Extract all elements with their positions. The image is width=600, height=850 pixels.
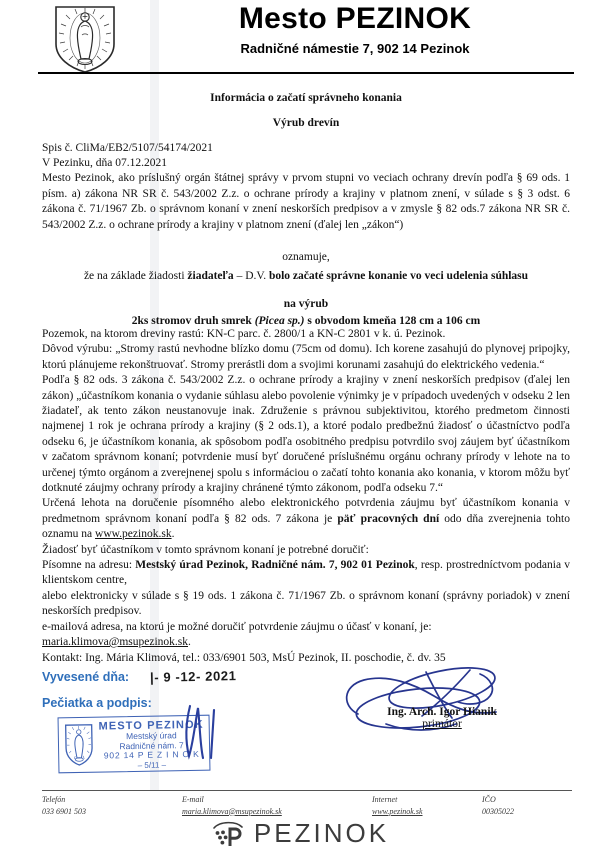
footer-value-internet[interactable]: www.pezinok.sk: [372, 806, 423, 816]
announce-verb: oznamuje,: [282, 250, 330, 263]
mayor-name: Ing. Arch. Igor Hianik: [387, 705, 497, 718]
announce-statement: [42, 270, 570, 282]
stamp-coat-of-arms-icon: [64, 723, 95, 768]
posted-on-label: Vyvesené dňa:: [42, 669, 130, 684]
pezinok-coat-of-arms-icon: [52, 4, 118, 74]
stamp-and-signature-label: Pečiatka a podpis:: [42, 695, 152, 710]
request-heading: Žiadosť byť účastníkom v tomto správnom konaní je potrebné doručiť:: [42, 543, 369, 556]
deadline-text-2: odo dňa zverejnenia tohto oznamu na: [42, 512, 570, 541]
header-divider: [38, 72, 574, 74]
contact-email-link[interactable]: maria.klimova@msupezinok.sk: [42, 636, 189, 649]
stamp-line-1: MESTO PEZINOK: [98, 718, 204, 733]
footer-value-telefon: 033 6901 503: [42, 806, 86, 816]
footer-column-telefon: [42, 794, 182, 817]
deadline-paragraph: [42, 496, 570, 542]
participants-paragraph: Podľa § 82 ods. 3 zákona č. 543/2002 Z.z. o ochrane prírody a krajiny v znení neskorších predpisov (ďalej len zákon) „účastníkom konania o vydanie súhlasu alebo povolenie výnimky je v prípadoch uvedených v odseku 2 len žiadateľ, ak tento zákon neustanovuje inak. Združenie s právnou subjektivitou, ktorého predmetom činnosti najmenej 1 rok je ochrana prírody a krajiny (§ 2 ods.1), a ktoré podalo predbežnú žiadosť o účastníctvo podľa odseku 6, je účastníkom konania, ak spôsobom podľa osobitného predpisu potvrdilo svoj záujem byť účastníkom v začatom správnom konaní; potvrdenie musí byť doručené príslušnému orgánu ochrany prírody v lehote na to určenej týmto orgánom a zverejnenej spolu s informáciou o začatí tohto konania ako konania, v ktorom môžu byť dotknuté záujmy ochrany prírody a krajiny chránené týmto zákonom, podľa odseku 7.“: [42, 374, 570, 495]
place-and-date: V Pezinku, dňa 07.12.2021: [42, 157, 168, 170]
document-title: Informácia o začatí správneho konania: [210, 92, 402, 104]
footer-divider: [42, 790, 572, 791]
office-address: Mestský úrad Pezinok, Radničné nám. 7, 902 01 Pezinok: [135, 559, 415, 572]
mayor-role: primátor: [422, 717, 462, 730]
stamp-text-block: [96, 719, 208, 772]
parcel-line: Pozemok, na ktorom dreviny rastú: KN-C parc. č. 2800/1 a KN-C 2801 v k. ú. Pezinok.: [42, 327, 446, 340]
footer-column-internet: [372, 794, 482, 817]
email-intro: e-mailová adresa, na ktorú je možné doručiť potvrdenie záujmu o účasť v konaní, je:: [42, 620, 432, 633]
delivery-written-intro: Písomne na adresu:: [42, 559, 136, 572]
announce-applicant-initials: – D.V.: [233, 269, 269, 282]
deadline-text-1: Určená lehota na doručenie písomného alebo elektronického potvrdenia záujmu byť účastníkom konania v predmetnom správnom konaní podľa § 82 ods. 7 zákona je: [42, 497, 570, 525]
letterhead-header: [0, 0, 600, 78]
footer-contact-bar: [42, 790, 572, 817]
footer-column-email: [182, 794, 372, 817]
delivery-electronic: alebo elektronicky v súlade s § 19 ods. 1 zákona č. 71/1967 Zb. o správnom konaní (správny poriadok) v znení neskorších predpisov.: [42, 589, 570, 618]
stamp-line-2: Mestský úrad: [125, 730, 177, 742]
subject-latin-name: (Picea sp.): [254, 314, 305, 327]
document-subtitle: Výrub drevín: [272, 117, 340, 129]
letterhead-address: Radničné námestie 7, 902 14 Pezinok: [240, 40, 470, 56]
document-body: [0, 92, 600, 775]
subject-detail: [42, 315, 570, 327]
subject-count-species: 2ks stromov druh smrek: [131, 314, 255, 327]
delivery-written: [42, 558, 570, 589]
mayor-block: [342, 706, 542, 730]
pezinok-brand-logo: [0, 818, 600, 849]
footer-value-email[interactable]: maria.klimova@msupezinok.sk: [182, 806, 282, 816]
stamp-line-3: Radničné nám. 7: [119, 739, 184, 751]
letterhead-text: [130, 2, 580, 56]
footer-value-ico: 00305022: [482, 806, 514, 816]
email-period: .: [188, 636, 191, 649]
delivery-written-tail: , resp. prostredníctvom podania v klientskom centre,: [42, 559, 571, 587]
announce-applicant-label: žiadateľa: [187, 269, 234, 282]
deadline-duration: päť pracovných dní: [337, 512, 440, 525]
announce-text-2: bolo začaté správne konanie vo veci udelenia súhlasu: [268, 269, 529, 282]
pezinok-grape-p-logo-icon: [211, 820, 245, 848]
subject-trunk-circumference: s obvodom kmeňa 128 cm a 106 cm: [304, 314, 481, 327]
posted-date-stamp: |- 9 -12- 2021: [149, 668, 237, 685]
reason-paragraph: Dôvod výrubu: „Stromy rastú nevhodne blízko domu (75cm od domu). Ich korene zasahujú do plynovej pripojky, ktorú plánujeme rekonštruovať. Stromy prerástli dom a svojimi korunami zasahujú do elektrického vedenia.“: [42, 343, 570, 371]
footer-column-ico: [482, 794, 582, 817]
stamp-line-4: 902 14 P E Z I N O K: [103, 749, 200, 761]
subject-heading: na výrub: [283, 297, 329, 310]
brand-wordmark: PEZINOK: [253, 818, 390, 848]
footer-columns: [42, 794, 572, 817]
file-reference: Spis č. CliMa/EB2/5107/54174/2021: [42, 142, 213, 154]
footer-label-internet: Internet: [372, 795, 398, 804]
contact-line: Kontakt: Ing. Mária Klimová, tel.: 033/6901 503, MsÚ Pezinok, II. poschodie, č. dv. 35: [42, 651, 446, 664]
deadline-text-3: .: [171, 528, 175, 541]
reference-block: [42, 141, 570, 171]
legal-basis-paragraph: Mesto Pezinok, ako príslušný orgán štátnej správy v prvom stupni vo veciach ochrany drevín podľa § 69 ods. 1 písm. a) zákona NR SR č. 543/2002 Z.z. o ochrane prírody a krajiny v platnom znení, v súlade s § 3 odst. 6 zákona č. 71/1967 Zb. o správnom konaní v znení neskorších predpisov a v zmysle § 82 ods.7 zákona NR SR č. 543/2002 Z.z. o ochrane prírody a krajiny v platnom znení (ďalej len „zákon“): [42, 172, 570, 231]
announce-text-1: že na základe žiadosti: [83, 269, 188, 282]
footer-label-ico: IČO: [482, 795, 496, 804]
footer-label-email: E-mail: [182, 795, 204, 804]
official-stamp: [58, 715, 211, 774]
footer-label-telefon: Telefón: [42, 795, 66, 804]
page-title: Mesto PEZINOK: [238, 2, 472, 35]
stamp-line-5: – 5/11 –: [137, 760, 167, 770]
website-link[interactable]: www.pezinok.sk: [95, 528, 172, 541]
signature-zone: [42, 670, 570, 775]
email-line: [42, 635, 570, 650]
